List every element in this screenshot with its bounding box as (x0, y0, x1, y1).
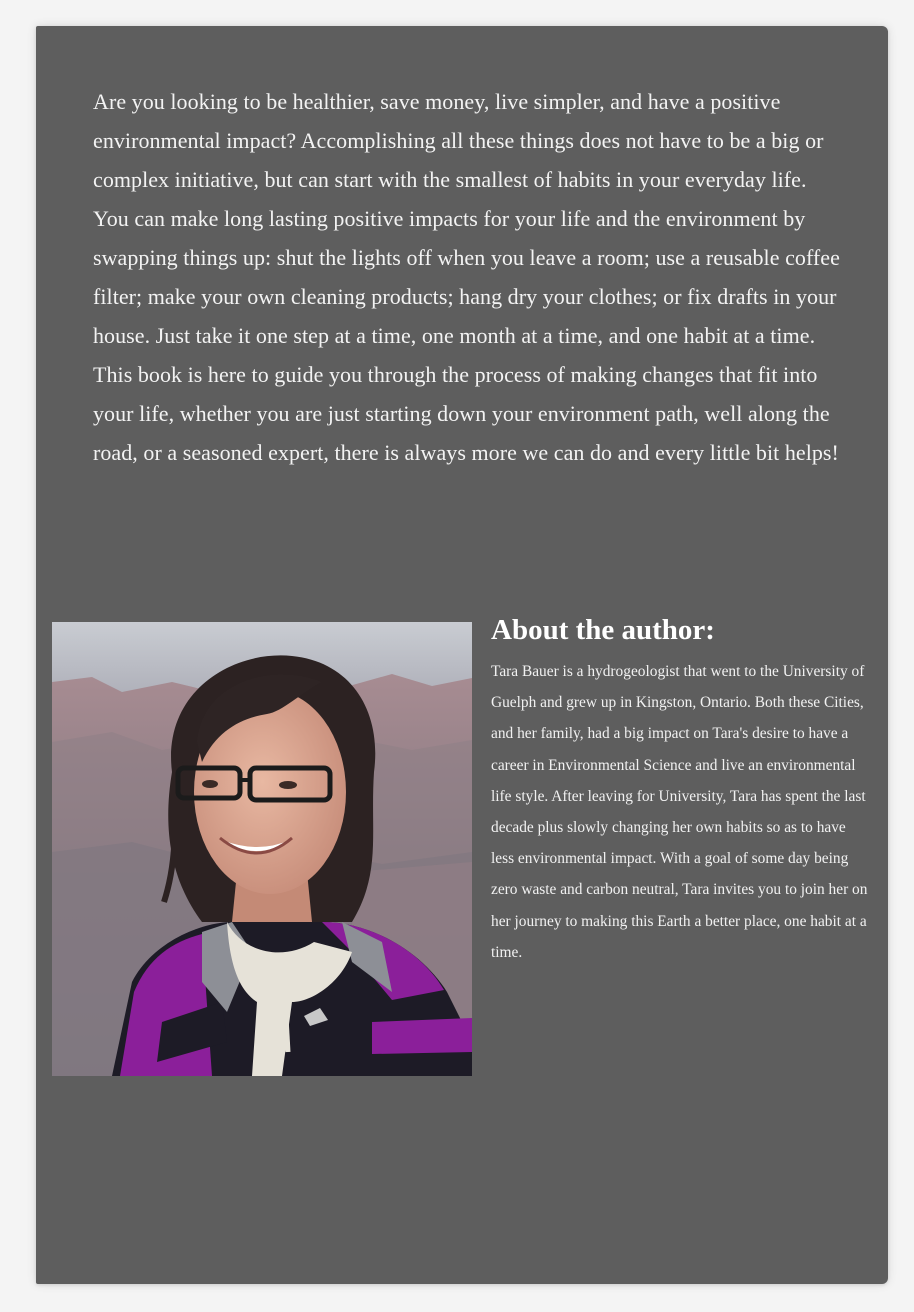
book-back-cover (36, 26, 888, 1284)
author-photo (52, 622, 472, 1076)
about-author-heading: About the author: (491, 614, 715, 646)
author-bio: Tara Bauer is a hydrogeologist that went to the University of Guelph and grew up in Kingston, Ontario. Both these Cities, and her family, had a big impact on Tara's desire to have a career in Environmental Science and live an environmental life style. After leaving for University, Tara has spent the last decade plus slowly changing her own habits so as to have less environmental impact. With a goal of some day being zero waste and carbon neutral, Tara invites you to join her on her journey to making this Earth a better place, one habit at a time. (491, 663, 868, 961)
book-description: Are you looking to be healthier, save money, live simpler, and have a positive environmental impact? Accomplishing all these things does not have to be a big or complex initiative, but can start with the smallest of habits in your everyday life. You can make long lasting positive impacts for your life and the environment by swapping things up: shut the lights off when you leave a room; use a reusable coffee filter; make your own cleaning products; hang dry your clothes; or fix drafts in your house. Just take it one step at a time, one month at a time, and one habit at a time. This book is here to guide you through the process of making changes that fit into your life, whether you are just starting down your environment path, well along the road, or a seasoned expert, there is always more we can do and every little bit helps! (93, 89, 840, 465)
